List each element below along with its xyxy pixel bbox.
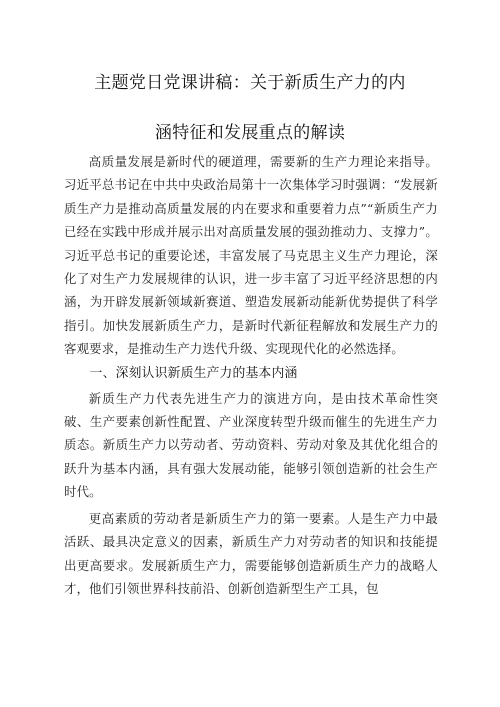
section-heading-1: 一、深刻认识新质生产力的基本内涵 [89,365,298,381]
body-paragraph-2: 新质生产力代表先进生产力的演进方向，是由技术革命性突破、生产要素创新性配置、产业深度转型升级而催生的先进生产力质态。新质生产力以劳动者、劳动资料、劳动对象及其优化组合的跃升为基本内涵，具有强大发展动能，能够引领创造新的社会生产时代。 [64,390,438,500]
body-paragraph-3: 更高素质的劳动者是新质生产力的第一要素。人是生产力中最活跃、最具决定意义的因素，新质生产力对劳动者的知识和技能提出更高要求。发展新质生产力，需要能够创造新质生产力的战略人才，他们引领世界科技前沿、创新创造新型生产工具，包 [64,510,438,596]
intro-paragraph: 高质量发展是新时代的硬道理，需要新的生产力理论来指导。习近平总书记在中共中央政治局第十一次集体学习时强调：“发展新质生产力是推动高质量发展的内在要求和重要着力点”“新质生产力已经在实践中形成并展示出对高质量发展的强劲推动力、支撑力”。习近平总书记的重要论述，丰富发展了马克思主义生产力理论，深化了对生产力发展规律的认识，进一步丰富了习近平经济思想的内涵，为开辟发展新领域新赛道、塑造发展新动能新优势提供了科学指引。加快发展新质生产力，是新时代新征程解放和发展生产力的客观要求，是推动生产力迭代升级、实现现代化的必然选择。 [64,154,438,357]
document-title-line-2: 涵特征和发展重点的解读 [154,123,346,143]
document-body [64,150,438,600]
document-title-line-1: 主题党日党课讲稿：关于新质生产力的内 [94,73,406,93]
